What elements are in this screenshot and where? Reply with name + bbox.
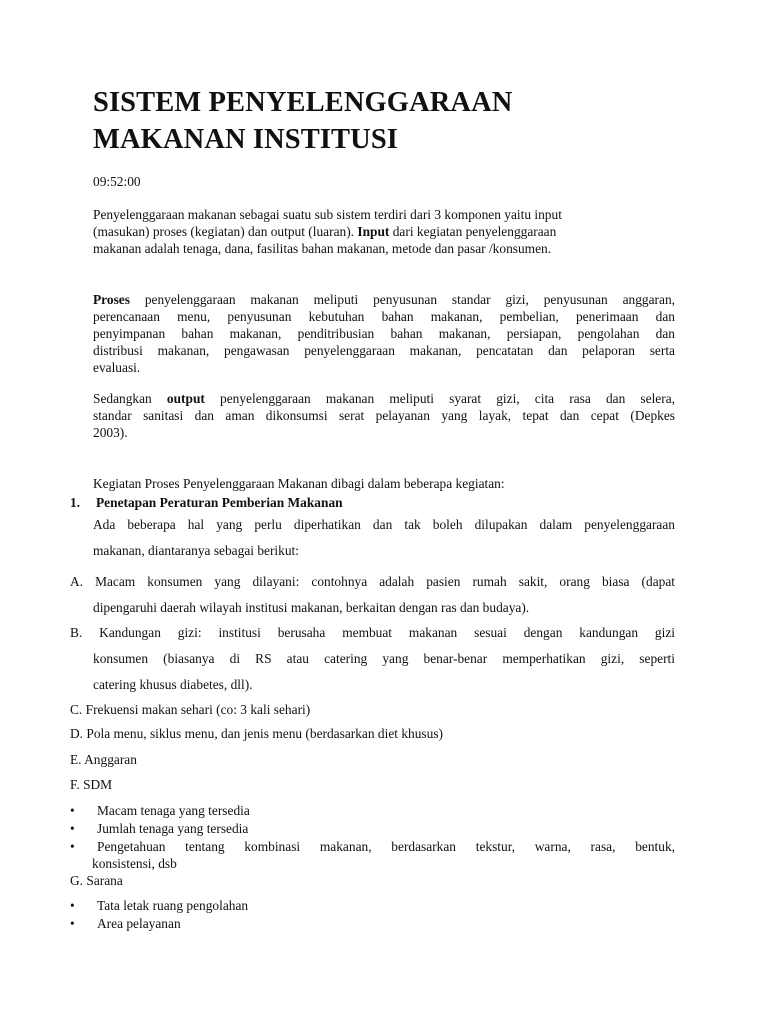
- sdm-bullet-1: [70, 802, 675, 819]
- proses-line-2: perencanaan menu, penyusunan kebutuhan bahan makanan, pembelian, penerimaan dan: [93, 309, 675, 324]
- item-a-line-1: A. Macam konsumen yang dilayani: contohnya adalah pasien rumah sakit, orang biasa (dapat: [70, 574, 675, 589]
- sarana-bullet-1: [70, 897, 675, 914]
- proses-line-1: [93, 291, 675, 308]
- item-a: [70, 569, 675, 621]
- item-a-line-2: dipengaruhi daerah wilayah institusi makanan, berkaitan dengan ras dan budaya).: [93, 600, 530, 615]
- section-1-number: 1.: [70, 495, 81, 510]
- intro-text: (masukan) proses (kegiatan) dan output (luaran).: [93, 224, 358, 239]
- proses-paragraph: [93, 291, 675, 376]
- bullet-icon: •: [70, 821, 75, 836]
- proses-line-3: penyimpanan bahan makanan, penditribusian bahan makanan, persiapan, pengolahan dan: [93, 326, 675, 341]
- bullet-icon: •: [70, 898, 75, 913]
- sdm-bullet-2-text: Jumlah tenaga yang tersedia: [97, 821, 249, 836]
- item-b-line-3: catering khusus diabetes, dll).: [93, 677, 253, 692]
- proses-term: Proses: [93, 292, 130, 307]
- document-title: [93, 84, 693, 158]
- intro-text-rest: dari kegiatan penyelenggaraan: [389, 224, 557, 239]
- sarana-bullet-1-text: Tata letak ruang pengolahan: [97, 898, 249, 913]
- intro-line-3: makanan adalah tenaga, dana, fasilitas bahan makanan, metode dan pasar /konsumen.: [93, 241, 552, 256]
- bullet-icon: •: [70, 839, 75, 854]
- section-1-intro-line-2: makanan, diantaranya sebagai berikut:: [93, 543, 299, 558]
- output-line-2: standar sanitasi dan aman dikonsumsi serat pelayanan yang layak, tepat dan cepat (Depkes: [93, 408, 675, 423]
- item-d: D. Pola menu, siklus menu, dan jenis menu (berdasarkan diet khusus): [70, 726, 444, 741]
- section-1-heading: Penetapan Peraturan Pemberian Makanan: [96, 495, 343, 510]
- output-line-3: 2003).: [93, 425, 128, 440]
- proses-line-1-text: penyelenggaraan makanan meliputi penyusunan standar gizi, penyusunan anggaran,: [129, 292, 675, 307]
- proses-line-4: distribusi makanan, pengawasan penyelenggaraan makanan, pencatatan dan pelaporan serta: [93, 343, 675, 358]
- intro-line-1: Penyelenggaraan makanan sebagai suatu sub sistem terdiri dari 3 komponen yaitu input: [93, 207, 562, 222]
- item-e: E. Anggaran: [70, 752, 137, 767]
- section-1-intro-line-1: Ada beberapa hal yang perlu diperhatikan dan tak boleh dilupakan dalam penyelenggaraan: [93, 517, 675, 532]
- item-g: G. Sarana: [70, 873, 123, 888]
- item-b: [70, 620, 675, 698]
- kegiatan-intro: Kegiatan Proses Penyelenggaraan Makanan dibagi dalam beberapa kegiatan:: [93, 476, 505, 491]
- output-paragraph: [93, 390, 675, 441]
- sdm-bullet-2: [70, 820, 675, 837]
- sdm-bullet-1-text: Macam tenaga yang tersedia: [97, 803, 250, 818]
- sarana-bullet-2: [70, 915, 675, 932]
- sdm-bullet-3-text: [97, 838, 675, 855]
- sdm-bullet-3: [70, 838, 675, 872]
- item-b-line-1: B. Kandungan gizi: institusi berusaha membuat makanan sesuai dengan kandungan gizi: [70, 625, 675, 640]
- output-line-1: [93, 390, 675, 407]
- proses-line-5: evaluasi.: [93, 360, 141, 375]
- output-line-1-text: penyelenggaraan makanan meliputi syarat gizi, cita rasa dan selera,: [204, 391, 675, 406]
- title-line-2: MAKANAN INSTITUSI: [93, 124, 398, 155]
- intro-paragraph: [93, 206, 675, 257]
- output-term: output: [166, 391, 205, 406]
- intro-line-2: [93, 223, 675, 240]
- section-1-intro: [93, 512, 675, 564]
- sarana-bullet-2-text: Area pelayanan: [97, 916, 181, 931]
- sdm-bullet-3-line-1: Pengetahuan tentang kombinasi makanan, berdasarkan tekstur, warna, rasa, bentuk,: [97, 839, 675, 854]
- bullet-icon: •: [70, 803, 75, 818]
- item-f: F. SDM: [70, 777, 113, 792]
- bullet-icon: •: [70, 916, 75, 931]
- intro-input-term: Input: [357, 224, 390, 239]
- sdm-bullet-3-line-2: konsistensi, dsb: [92, 856, 177, 871]
- timestamp: 09:52:00: [93, 174, 141, 189]
- title-line-1: SISTEM PENYELENGGARAAN: [93, 87, 513, 118]
- item-b-line-2: konsumen (biasanya di RS atau catering yang benar-benar memperhatikan gizi, seperti: [93, 651, 675, 666]
- output-line-1-pre: Sedangkan: [93, 391, 167, 406]
- item-c: C. Frekuensi makan sehari (co: 3 kali sehari): [70, 702, 311, 717]
